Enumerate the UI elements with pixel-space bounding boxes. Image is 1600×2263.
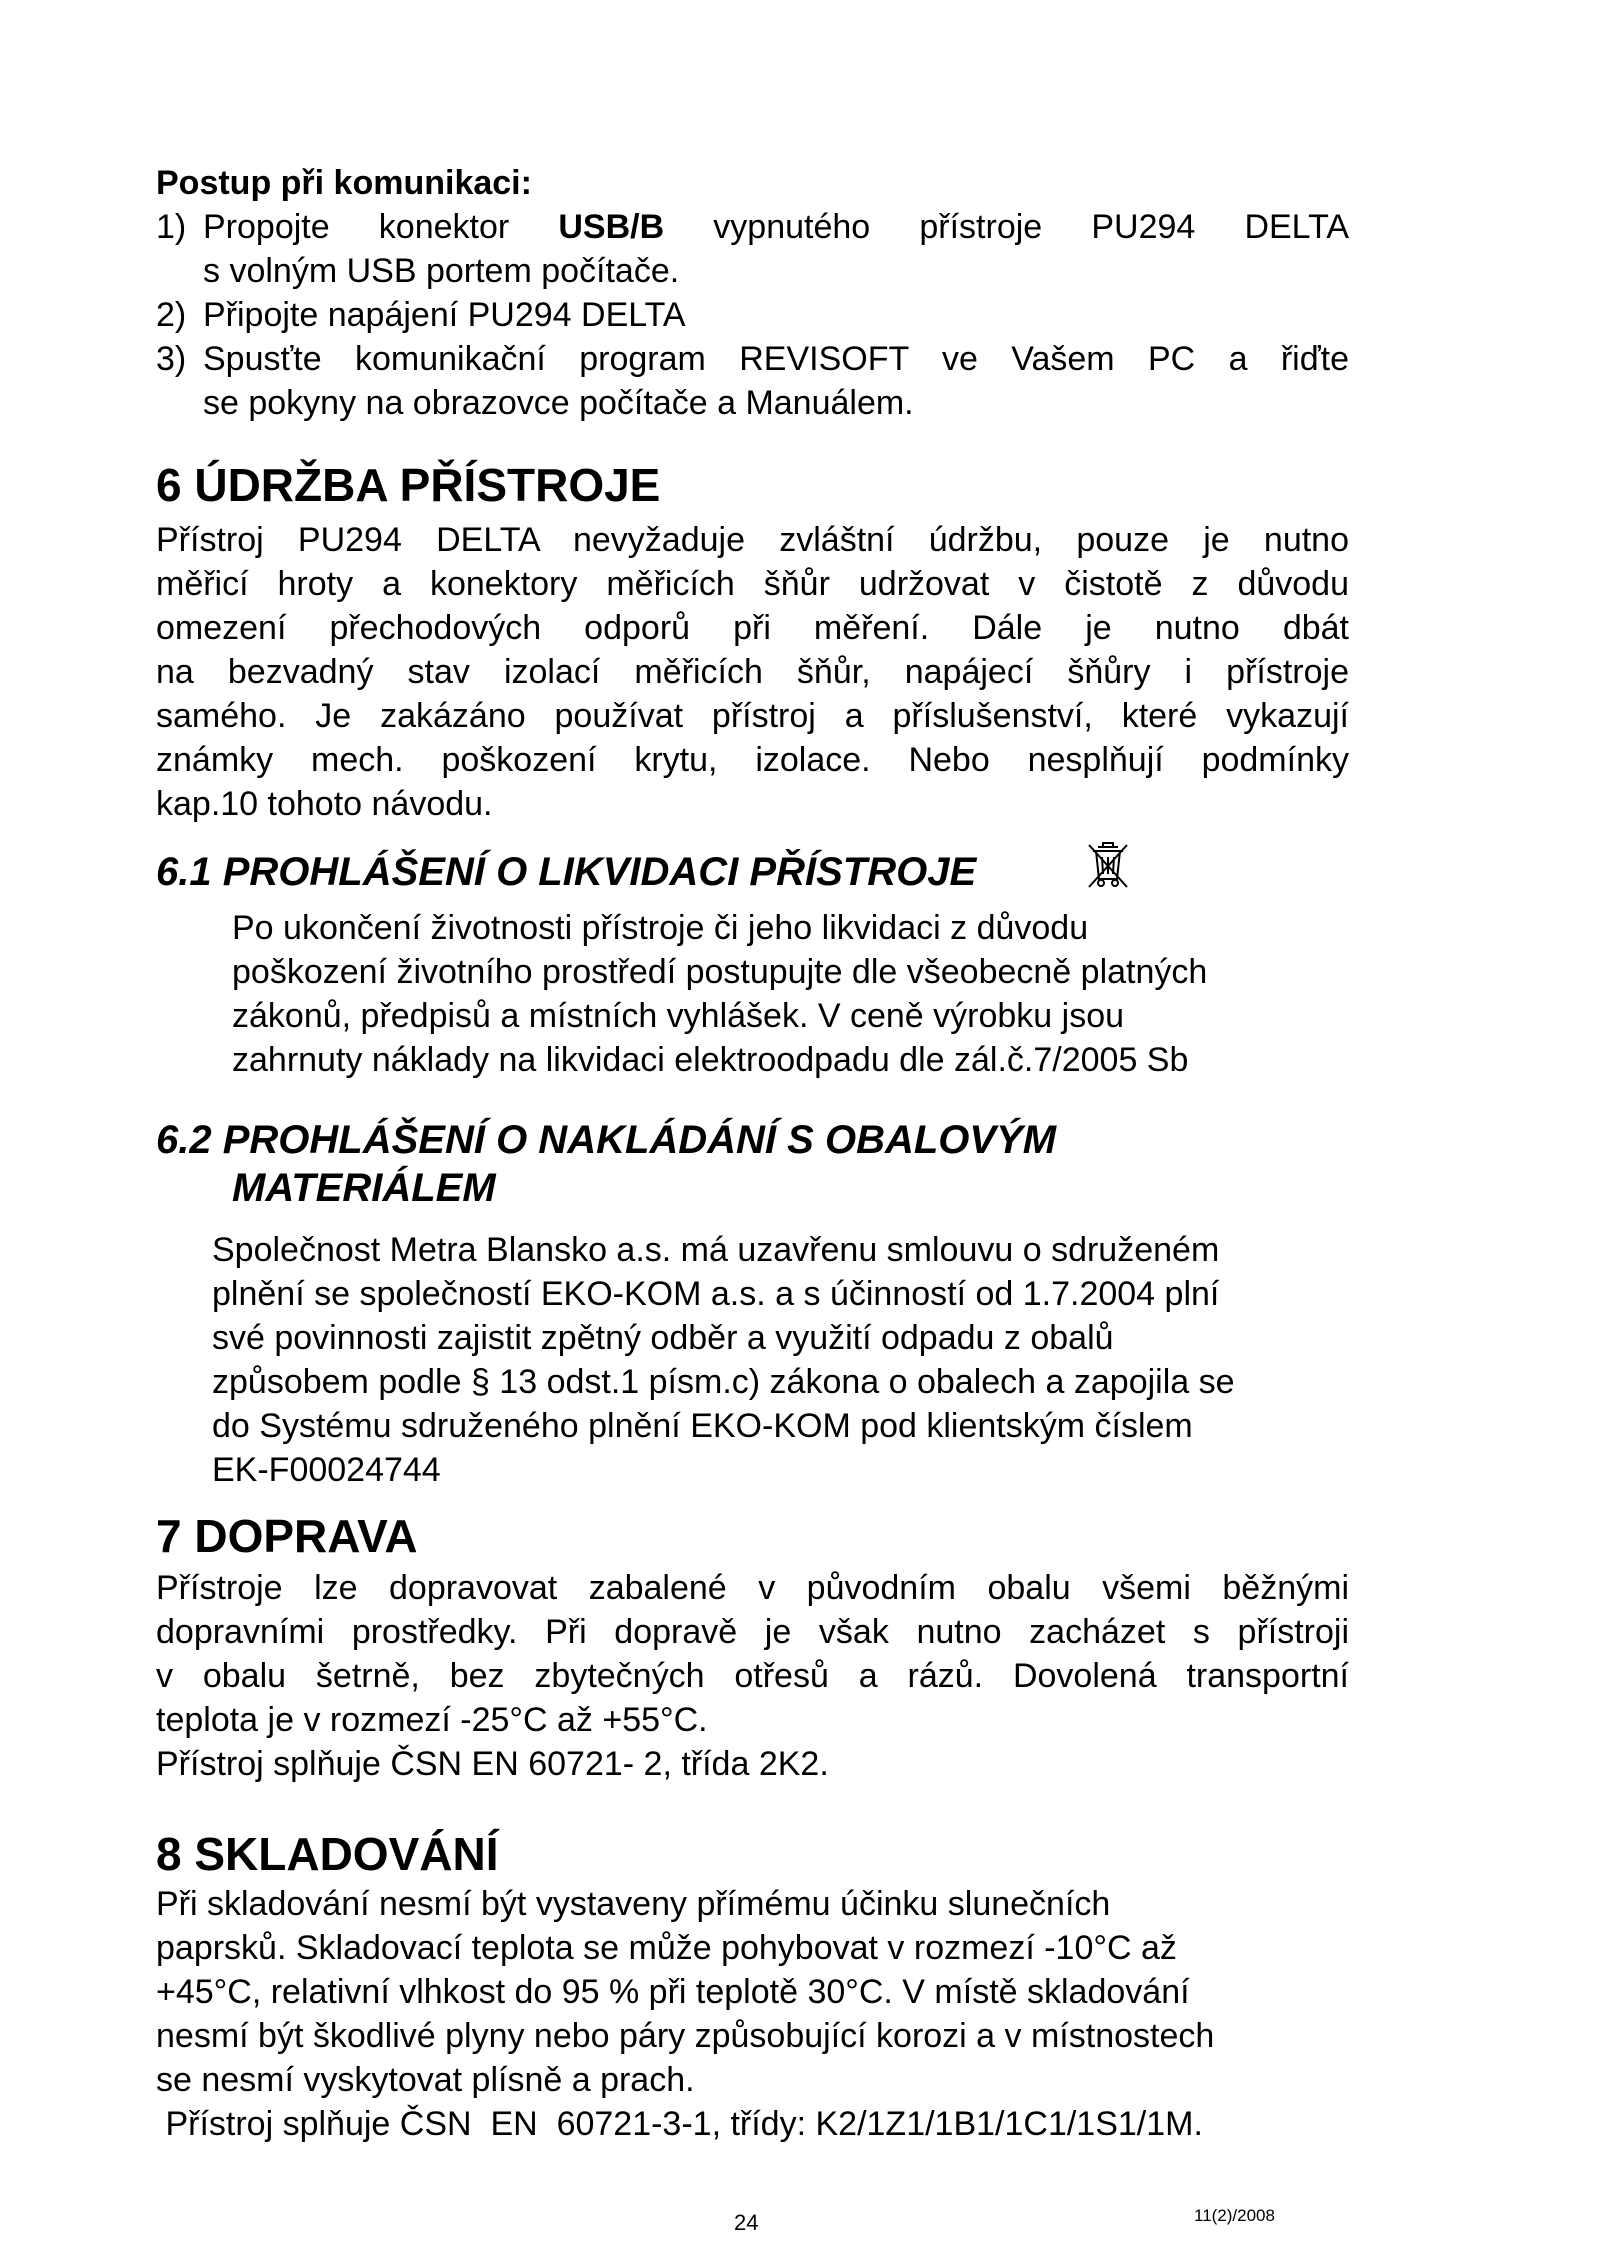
section-6-2-heading-continued: MATERIÁLEM: [232, 1166, 496, 1210]
paragraph-line: omezení přechodových odporů při měření. Dále je nutno dbát: [156, 609, 1349, 647]
list-item-3-line-1: Spusťte komunikační program REVISOFT ve Vašem PC a řiďte: [203, 340, 1349, 378]
paragraph-line: dopravními prostředky. Při dopravě je však nutno zacházet s přístroji: [156, 1613, 1349, 1651]
section-6-body: [156, 518, 1349, 826]
paragraph-line: v obalu šetrně, bez zbytečných otřesů a rázů. Dovolená transportní: [156, 1657, 1349, 1695]
document-version: 11(2)/2008: [1194, 2206, 1275, 2225]
paragraph-line: nesmí být škodlivé plyny nebo páry způsobující korozi a v místnostech: [156, 2017, 1215, 2055]
paragraph-line: zahrnuty náklady na likvidaci elektroodpadu dle zál.č.7/2005 Sb: [232, 1041, 1189, 1079]
paragraph-line: samého. Je zakázáno používat přístroj a příslušenství, které vykazují: [156, 697, 1349, 735]
paragraph-line: Přístroje lze dopravovat zabalené v původním obalu všemi běžnými: [156, 1569, 1349, 1607]
paragraph-line: kap.10 tohoto návodu.: [156, 785, 493, 823]
section-6-2-body: [212, 1228, 1349, 1492]
paragraph-line: Při skladování nesmí být vystaveny přímému účinku slunečních: [156, 1885, 1111, 1923]
list-number: 2): [156, 296, 187, 334]
paragraph-line: Přístroj splňuje ČSN EN 60721-3-1, třídy: K2/1Z1/1B1/1C1/1S1/1M.: [156, 2105, 1203, 2143]
list-number: 1): [156, 208, 187, 246]
section-6-heading: 6 ÚDRŽBA PŘÍSTROJE: [156, 459, 661, 511]
paragraph-line: EK-F00024744: [212, 1451, 441, 1489]
paragraph-line: plnění se společností EKO-KOM a.s. a s účinností od 1.7.2004 plní: [212, 1275, 1220, 1313]
paragraph-line: známky mech. poškození krytu, izolace. Nebo nesplňují podmínky: [156, 741, 1349, 779]
section-6-1-body: [232, 906, 1349, 1082]
paragraph-line: Přístroj splňuje ČSN EN 60721- 2, třída 2K2.: [156, 1745, 829, 1783]
communication-heading: Postup při komunikaci:: [156, 164, 532, 202]
paragraph-line: způsobem podle § 13 odst.1 písm.c) zákona o obalech a zapojila se: [212, 1363, 1235, 1401]
section-6-1-heading: 6.1 PROHLÁŠENÍ O LIKVIDACI PŘÍSTROJE: [156, 850, 977, 894]
section-8-body: [156, 1882, 1349, 2146]
section-7-heading: 7 DOPRAVA: [156, 1510, 418, 1562]
paragraph-line: teplota je v rozmezí -25°C až +55°C.: [156, 1701, 708, 1739]
paragraph-line: Společnost Metra Blansko a.s. má uzavřenu smlouvu o sdruženém: [212, 1231, 1220, 1269]
paragraph-line: Přístroj PU294 DELTA nevyžaduje zvláštní údržbu, pouze je nutno: [156, 521, 1349, 559]
paragraph-line: poškození životního prostředí postupujte dle všeobecně platných: [232, 953, 1208, 991]
crossed-bin-icon: [1084, 841, 1132, 891]
paragraph-line: Po ukončení životnosti přístroje či jeho likvidaci z důvodu: [232, 909, 1089, 947]
list-item-2-line-1: Připojte napájení PU294 DELTA: [203, 296, 686, 334]
section-7-body: [156, 1566, 1349, 1786]
section-6-2-heading: 6.2 PROHLÁŠENÍ O NAKLÁDÁNÍ S OBALOVÝM: [156, 1118, 1057, 1162]
list-item-1-line-2: s volným USB portem počítače.: [203, 252, 680, 290]
paragraph-line: své povinnosti zajistit zpětný odběr a využití odpadu z obalů: [212, 1319, 1114, 1357]
paragraph-line: +45°C, relativní vlhkost do 95 % při teplotě 30°C. V místě skladování: [156, 1973, 1190, 2011]
paragraph-line: paprsků. Skladovací teplota se může pohybovat v rozmezí -10°C až: [156, 1929, 1177, 1967]
paragraph-line: zákonů, předpisů a místních vyhlášek. V ceně výrobku jsou: [232, 997, 1125, 1035]
list-item-3-line-2: se pokyny na obrazovce počítače a Manuálem.: [203, 384, 914, 422]
page-number: 24: [734, 2210, 759, 2235]
list-item-1-line-1: Propojte konektor USB/B vypnutého přístroje PU294 DELTA: [203, 208, 1349, 246]
paragraph-line: se nesmí vyskytovat plísně a prach.: [156, 2061, 695, 2099]
section-8-heading: 8 SKLADOVÁNÍ: [156, 1828, 499, 1880]
paragraph-line: měřicí hroty a konektory měřicích šňůr udržovat v čistotě z důvodu: [156, 565, 1349, 603]
paragraph-line: na bezvadný stav izolací měřicích šňůr, napájecí šňůry i přístroje: [156, 653, 1349, 691]
list-number: 3): [156, 340, 187, 378]
paragraph-line: do Systému sdruženého plnění EKO-KOM pod klientským číslem: [212, 1407, 1193, 1445]
